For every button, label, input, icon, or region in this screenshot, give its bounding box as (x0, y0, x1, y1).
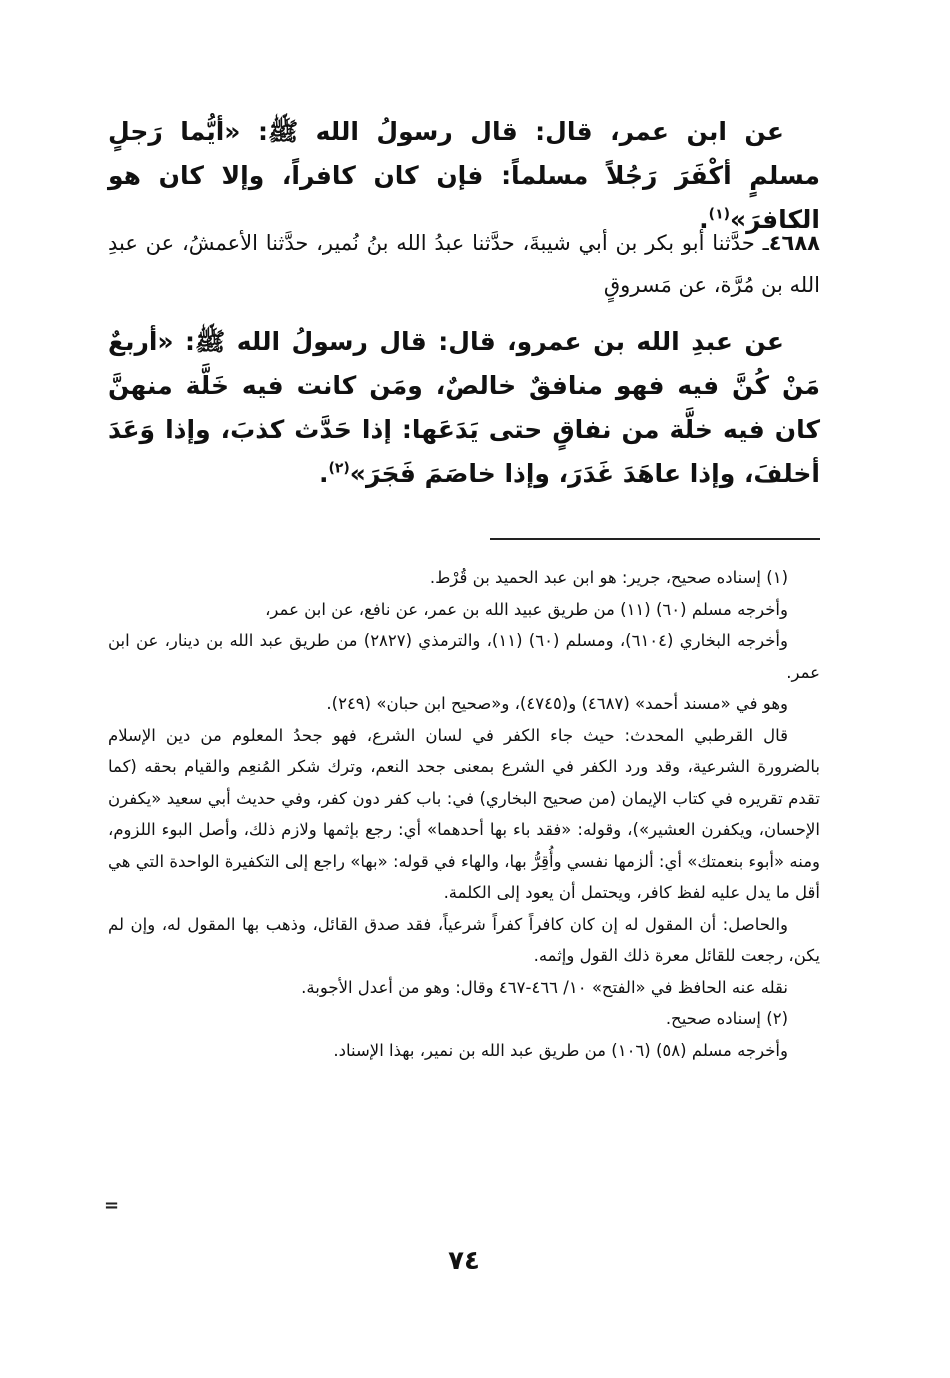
footnote-line: وهو في «مسند أحمد» (٤٦٨٧) و(٤٧٤٥)، و«صحيح ابن حبان» (٢٤٩). (326, 694, 788, 713)
footnote-line: (١) إسناده صحيح، جرير: هو ابن عبد الحميد بن قُرْط. (429, 568, 788, 587)
footnote-ref-1[interactable]: (١) (708, 206, 731, 223)
hadith-2-chain (108, 222, 820, 306)
footnote-line: (٢) إسناده صحيح. (665, 1009, 788, 1028)
footnote-line: نقله عنه الحافظ في «الفتح» ١٠/ ٤٦٦-٤٦٧ وقال: وهو من أعدل الأجوبة. (301, 977, 788, 997)
footnote-line: وأخرجه البخاري (٦١٠٤)، ومسلم (٦٠) (١١)، والترمذي (٢٨٢٧) من طريق عبد الله بن دينار، عن ابن عمر. (108, 631, 820, 682)
footnote-separator (490, 538, 820, 540)
hadith-1-body: عن ابن عمر، قال: قال رسولُ الله ﷺ: «أيُّما رَجلٍ مسلمٍ أكْفَرَ رَجُلاً مسلماً: فإن كان كافراً، وإلا كان هو الكافرَ» (108, 117, 820, 234)
hadith-2-text (108, 320, 820, 496)
continuation-mark: = (104, 1195, 120, 1216)
footnote-line: وأخرجه مسلم (٥٨) (١٠٦) من طريق عبد الله بن نمير، بهذا الإسناد. (333, 1040, 788, 1060)
hadith-2-period: . (318, 459, 329, 488)
footnote-ref-2[interactable]: (٢) (328, 460, 350, 477)
footnote-line: والحاصل: أن المقول له إن كان كافراً كفراً شرعياً، فقد صدق القائل، وذهب بها المقول له، وإن لم يكن، رجعت للقائل معرة ذلك القول وإثمه. (108, 914, 820, 965)
footnote-line: قال القرطبي المحدث: حيث جاء الكفر في لسان الشرع، فهو جحدُ المعلوم من دين الإسلام بالضرورة الشرعية، وقد ورد الكفر في الشرع بمعنى جحد النعم، وترك شكر المُنعِم والقيام بحقه (كما تقدم تقريره في كتاب الإيمان (من صحيح البخاري) في: باب كفر دون كفر، وفي حديث أبي سعيد «يكفرن الإحسان، ويكفرن العشير»)، وقوله: «فقد باء بها أحدهما» أي: رجع بإثمها ولازم ذلك، وأصل البوء اللزوم، ومنه «أبوء بنعمتك» أي: ألزمها نفسي وأُقِرُّ بها، والهاء في قوله: «بها» راجع إلى التكفيرة الواحدة التي هي أقل ما يدل عليه لفظ كافر، ويحتمل أن يعود إلى الكلمة. (108, 725, 820, 902)
book-page (108, 0, 820, 1378)
hadith-2-isnad: ـ حدَّثنا أبو بكر بن أبي شيبةَ، حدَّثنا عبدُ الله بنُ نُمير، حدَّثنا الأعمشُ، عن عبدِ الله بن مُرَّة، عن مَسروقٍ (108, 231, 820, 297)
footnotes (108, 562, 820, 1066)
hadith-number: ٤٦٨٨ (768, 231, 820, 255)
hadith-2-body: عن عبدِ الله بن عمرو، قال: قال رسولُ الله ﷺ: «أربعٌ مَنْ كُنَّ فيه فهو منافقٌ خالصٌ، ومَن كانت فيه خَلَّة منهنَّ كان فيه خلَّة من نفاقٍ حتى يَدَعَها: إذا حَدَّث كذبَ، وإذا وَعَدَ أخلفَ، وإذا عاهَدَ غَدَرَ، وإذا خاصَمَ فَجَرَ» (108, 327, 820, 488)
page-number: ٧٤ (448, 1246, 480, 1276)
footnote-line: وأخرجه مسلم (٦٠) (١١) من طريق عبيد الله بن عمر، عن نافع، عن ابن عمر، (265, 599, 788, 619)
hadith-1-period: . (699, 205, 709, 234)
